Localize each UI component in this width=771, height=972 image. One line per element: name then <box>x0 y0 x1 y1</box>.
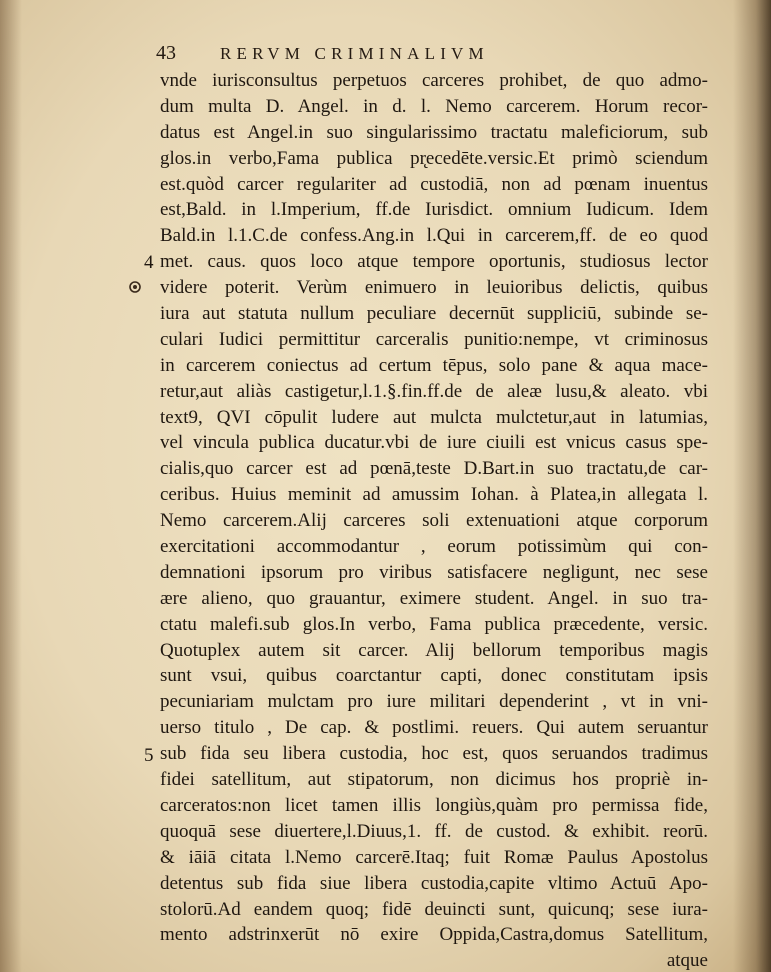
text-line: videre poterit. Verùm enimuero in leuioribus delictis, quibus <box>160 277 708 299</box>
text-line: culari Iudici permittitur carceralis punitio:nempe, vt criminosus <box>160 328 708 350</box>
text-line: ceribus. Huius meminit ad amussim Iohan. à Platea,in allegata l. <box>160 484 708 506</box>
text-line: fidei satellitum, aut stipatorum, non dicimus hos propriè in- <box>160 769 708 791</box>
text-line: in carcerem coniectus ad certum tēpus, solo pane & aqua mace- <box>160 354 708 376</box>
text-line: Bald.in l.1.C.de confess.Ang.in l.Qui in carcerem,ff. de eo quod <box>160 225 708 247</box>
body-text <box>160 68 708 972</box>
margin-note-4: 4 <box>144 252 154 273</box>
text-line: uerso titulo , De cap. & postlimi. reuers. Qui autem seruantur <box>160 717 708 739</box>
text-line: Nemo carcerem.Alij carceres soli extenuationi atque corporum <box>160 510 708 532</box>
text-line: ctatu malefi.sub glos.In verbo, Fama publica præcedente, versic. <box>160 613 708 635</box>
text-line: exercitationi accommodantur , eorum potissimùm qui con- <box>160 536 708 558</box>
text-line: text9, QVI cōpulit ludere aut mulcta mulctetur,aut in latumias, <box>160 406 708 428</box>
text-line: met. caus. quos loco atque tempore oportunis, studiosus lector <box>160 251 708 273</box>
text-line: dum multa D. Angel. in d. l. Nemo carcerem. Horum recor- <box>160 95 708 117</box>
running-head: RERVM CRIMINALIVM <box>220 44 489 63</box>
text-line: detentus sub fida siue libera custodia,capite vltimo Actuū Apo- <box>160 872 708 894</box>
text-line: & iāiā citata l.Nemo carcerē.Itaq; fuit Romæ Paulus Apostolus <box>160 846 708 868</box>
text-line: sunt vsui, quibus coarctantur capti, donec constitutam ipsis <box>160 665 708 687</box>
text-line: datus est Angel.in suo singularissimo tractatu maleficiorum, sub <box>160 121 708 143</box>
text-line: iura aut statuta nullum peculiare decernūt suppliciū, subinde se- <box>160 303 708 325</box>
text-line: cialis,quo carcer est ad pœnā,teste D.Bart.in suo tractatu,de car- <box>160 458 708 480</box>
text-line: stolorū.Ad eandem quoq; fidē deuincti sunt, quicunq; sese iura- <box>160 898 708 920</box>
text-line: pecuniariam mulctam pro iure militari dependerint , vt in vni- <box>160 691 708 713</box>
text-line: quoquā sese diuertere,l.Diuus,1. ff. de custod. & exhibit. reorū. <box>160 820 708 842</box>
text-line: est,Bald. in l.Imperium, ff.de Iurisdict. omnium Iudicum. Idem <box>160 199 708 221</box>
page-header <box>156 40 716 70</box>
text-line: retur,aut aliàs castigetur,l.1.§.fin.ff.de de aleæ lusu,& aleato. vbi <box>160 380 708 402</box>
text-line: demnationi ipsorum pro viribus satisfacere negligunt, nec sese <box>160 561 708 583</box>
page-number: 43 <box>156 42 176 64</box>
text-line: est.quòd carcer regulariter ad custodiā, non ad pœnam inuentus <box>160 173 708 195</box>
text-line: vel vincula publica ducatur.vbi de iure ciuili est vnicus casus spe- <box>160 432 708 454</box>
text-line: ære alieno, quo grauantur, eximere student. Angel. in suo tra- <box>160 587 708 609</box>
ink-blot-mark <box>128 280 142 294</box>
text-line: vnde iurisconsultus perpetuos carceres prohibet, de quo admo- <box>160 70 708 91</box>
margin-note-5: 5 <box>144 745 154 766</box>
text-line: Quotuplex autem sit carcer. Alij bellorum temporibus magis <box>160 639 708 661</box>
text-line: glos.in verbo,Fama publica pr̨ecedēte.versic.Et primò sciendum <box>160 147 708 169</box>
text-line: mento adstrinxerūt nō exire Oppida,Castra,domus Satellitum, <box>160 924 708 946</box>
text-line: carceratos:non licet tamen illis longiùs,quàm pro permissa fide, <box>160 794 708 816</box>
text-line: atque <box>666 950 708 972</box>
text-line: sub fida seu libera custodia, hoc est, quos seruandos tradimus <box>160 743 708 765</box>
